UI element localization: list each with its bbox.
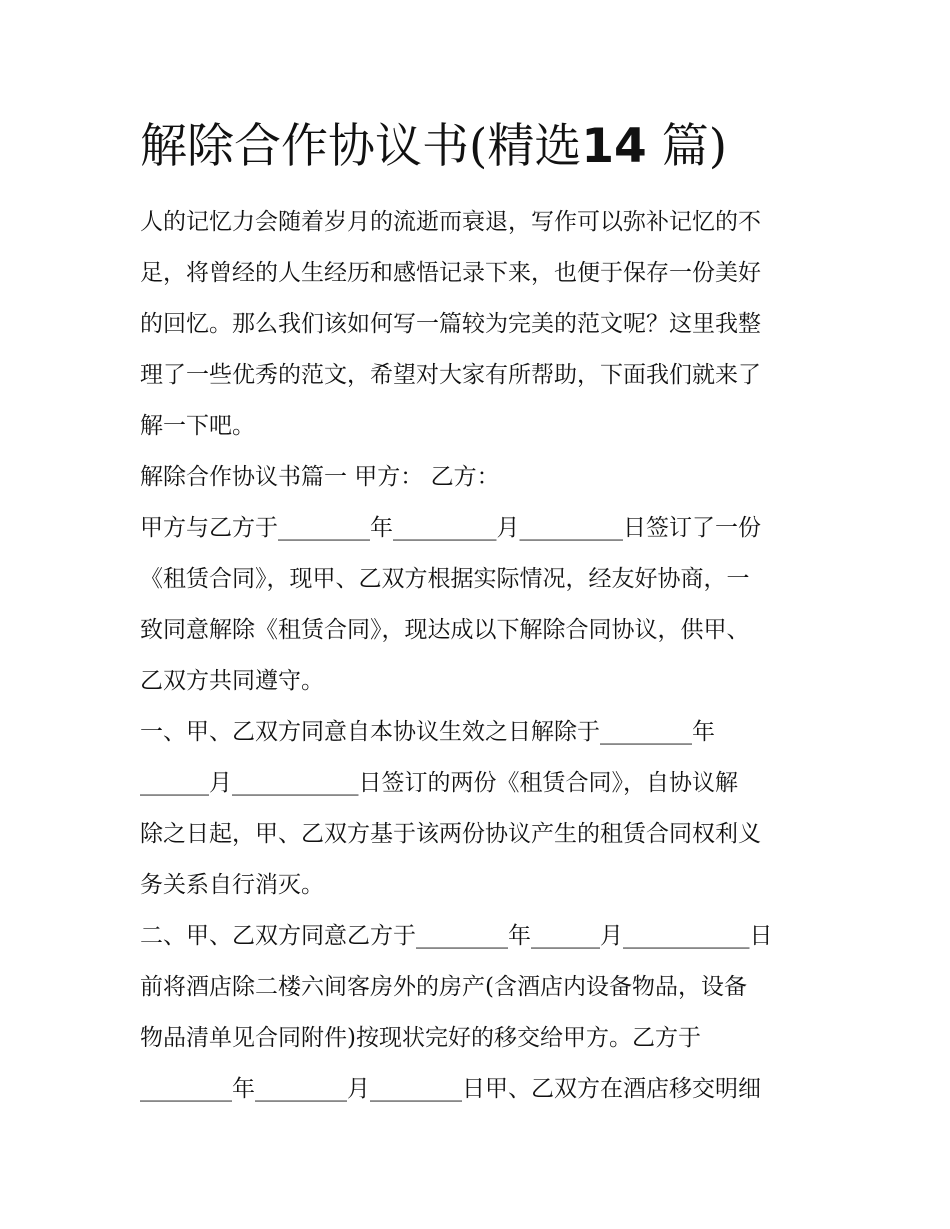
paragraph-line: 二、甲、乙双方同意乙方于________年______月___________日: [140, 923, 773, 949]
title-main: 解除合作协议书(精选: [140, 119, 582, 174]
paragraph-line: 甲方与乙方于________年_________月_________日签订了一份: [140, 515, 761, 541]
paragraph-line: 解一下吧。: [140, 413, 255, 439]
paragraph-line: 致同意解除《租赁合同》，现达成以下解除合同协议，供甲、: [140, 617, 750, 643]
paragraph-line: 除之日起，甲、乙双方基于该两份协议产生的租赁合同权利义: [140, 821, 761, 847]
section-heading: 解除合作协议书篇一 甲方： 乙方：: [140, 464, 500, 490]
paragraph-line: 的回忆。那么我们该如何写一篇较为完美的范文呢？这里我整: [140, 311, 761, 337]
title-number: 14: [581, 119, 647, 174]
paragraph-line: ________年________月________日甲、乙双方在酒店移交明细: [140, 1076, 761, 1102]
title-end: 篇): [661, 119, 728, 174]
paragraph-line: 人的记忆力会随着岁月的流逝而衰退，写作可以弥补记忆的不: [140, 209, 761, 235]
paragraph-line: 务关系自行消灭。: [140, 872, 324, 898]
paragraph-line: 乙双方共同遵守。: [140, 668, 324, 694]
paragraph-line: 前将酒店除二楼六间客房外的房产(含酒店内设备物品，设备: [140, 974, 747, 1000]
paragraph-line: 《租赁合同》，现甲、乙双方根据实际情况，经友好协商，一: [140, 566, 750, 592]
paragraph-line: 理了一些优秀的范文，希望对大家有所帮助，下面我们就来了: [140, 362, 761, 388]
paragraph-line: 物品清单见合同附件)按现状完好的移交给甲方。乙方于: [140, 1025, 701, 1051]
paragraph-line: 一、甲、乙双方同意自本协议生效之日解除于________年: [140, 719, 715, 745]
paragraph-line: 足，将曾经的人生经历和感悟记录下来，也便于保存一份美好: [140, 260, 761, 286]
paragraph-line: ______月___________日签订的两份《租赁合同》，自协议解: [140, 770, 738, 796]
document-title: [140, 112, 840, 182]
